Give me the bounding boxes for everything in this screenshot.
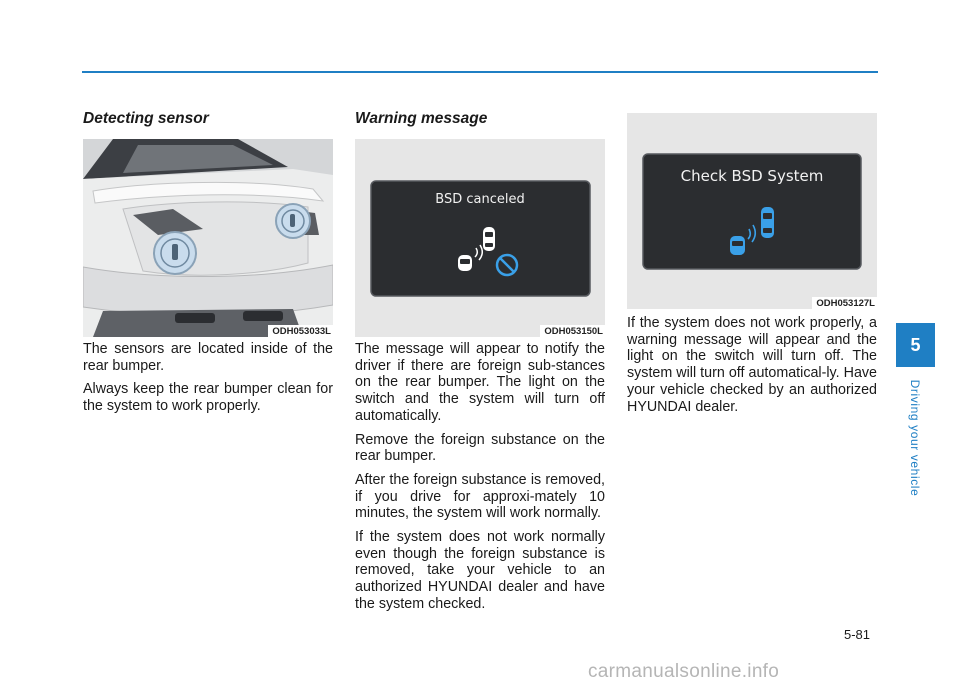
watermark: carmanualsonline.info bbox=[588, 661, 780, 682]
paragraph: If the system does not work normally even though the foreign substance is removed, take your vehicle to an authorized HYUNDAI dealer and have the system checked. bbox=[355, 529, 605, 612]
chapter-title: Driving your vehicle bbox=[908, 379, 922, 497]
car-icon bbox=[483, 227, 495, 251]
figure-code: ODH053033L bbox=[268, 325, 333, 337]
paragraph: After the foreign substance is removed, if you drive for approxi-mately 10 minutes, the system will work normally. bbox=[355, 471, 605, 522]
check-bsd-figure bbox=[627, 113, 877, 309]
page-number: 5-81 bbox=[844, 627, 871, 642]
car-bumper-sensor-illustration bbox=[83, 139, 333, 337]
body-text bbox=[627, 315, 877, 422]
body-text bbox=[83, 341, 333, 422]
figure-code: ODH053127L bbox=[812, 297, 877, 309]
chapter-number-tab: 5 bbox=[896, 323, 935, 367]
section-heading: Detecting sensor bbox=[83, 110, 209, 127]
paragraph: Always keep the rear bumper clean for the system to work properly. bbox=[83, 381, 333, 415]
body-text bbox=[355, 341, 605, 620]
top-rule bbox=[82, 71, 878, 73]
cluster-display-bsd-canceled bbox=[355, 139, 605, 337]
paragraph: The sensors are located inside of the rear bumper. bbox=[83, 341, 333, 374]
rear-bumper-figure bbox=[83, 139, 333, 337]
car-icon bbox=[458, 255, 472, 271]
display-message: Check BSD System bbox=[680, 167, 824, 185]
car-icon bbox=[761, 207, 774, 238]
paragraph: Remove the foreign substance on the rear bumper. bbox=[355, 431, 605, 465]
paragraph: The message will appear to notify the driver if there are foreign sub-stances on the rear bumper. The light on the switch and the system will turn off automatically. bbox=[355, 341, 605, 424]
display-message: BSD canceled bbox=[435, 192, 525, 207]
car-icon bbox=[730, 236, 745, 255]
bsd-canceled-figure bbox=[355, 139, 605, 337]
paragraph: If the system does not work properly, a warning message will appear and the light on the switch will turn off. The system will turn off automatical-ly. Have your vehicle checked by an authorized HYUNDAI dealer. bbox=[627, 315, 877, 415]
section-heading: Warning message bbox=[355, 110, 488, 127]
figure-code: ODH053150L bbox=[540, 325, 605, 337]
cluster-display-check-bsd bbox=[627, 113, 877, 309]
